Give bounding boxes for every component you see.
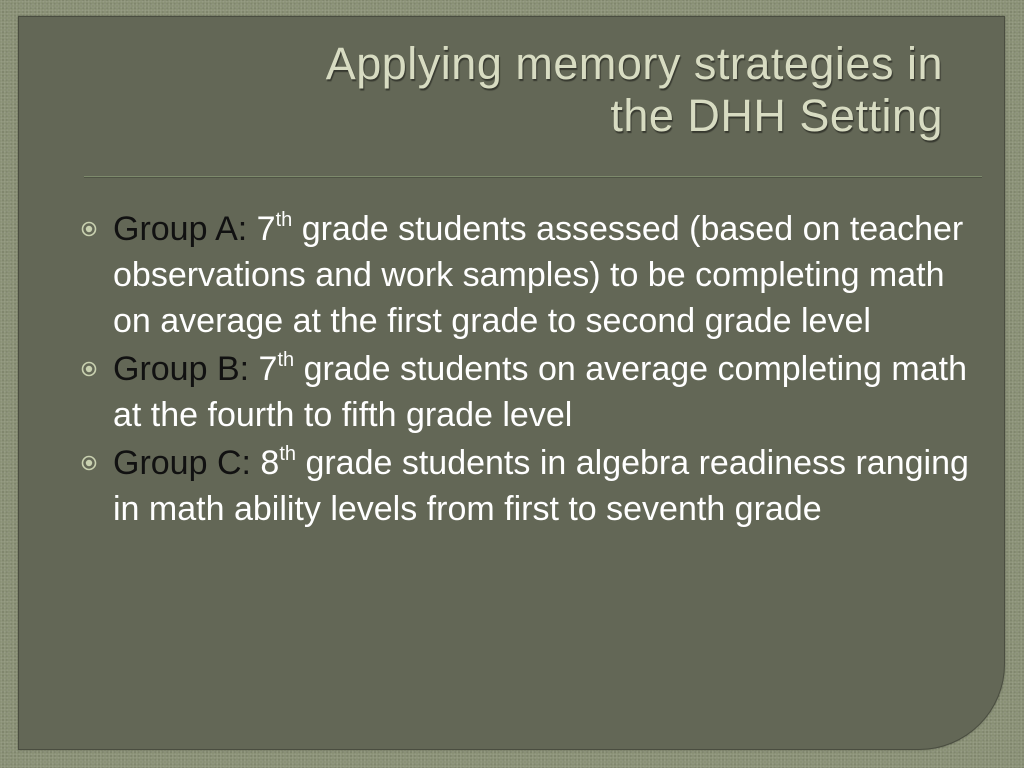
group-a-grade-number: 7 xyxy=(256,210,276,248)
group-a-label: Group A: xyxy=(113,210,257,248)
bullet-list xyxy=(80,206,980,534)
group-b-grade-suffix: th xyxy=(277,349,295,371)
slide-title xyxy=(43,38,943,142)
circle-target-bullet-icon xyxy=(81,455,97,471)
circle-target-bullet-icon xyxy=(81,361,97,377)
bullet-item-group-c xyxy=(80,440,980,532)
group-c-grade-number: 8 xyxy=(260,444,280,482)
group-b-label: Group B: xyxy=(113,350,259,388)
bullet-item-group-a xyxy=(80,206,980,344)
group-a-grade-suffix: th xyxy=(275,209,293,231)
bullet-item-group-b xyxy=(80,346,980,438)
group-c-grade-suffix: th xyxy=(279,443,296,465)
slide-title-line-2: the DHH Setting xyxy=(610,90,943,141)
slide-title-line-1: Applying memory strategies in xyxy=(325,38,943,89)
group-b-grade-number: 7 xyxy=(258,350,278,388)
group-a-text: grade students assessed (based on teacher observations and work samples) to be completing math on average at the first grade to second grade level xyxy=(113,210,964,340)
group-c-label: Group C: xyxy=(113,444,261,482)
group-c-text: grade students in algebra readiness ranging in math ability levels from first to seventh grade xyxy=(113,444,969,528)
title-divider xyxy=(84,176,982,178)
group-b-text: grade students on average completing math at the fourth to fifth grade level xyxy=(113,350,967,434)
slide-panel xyxy=(18,16,1005,750)
circle-target-bullet-icon xyxy=(81,221,97,237)
